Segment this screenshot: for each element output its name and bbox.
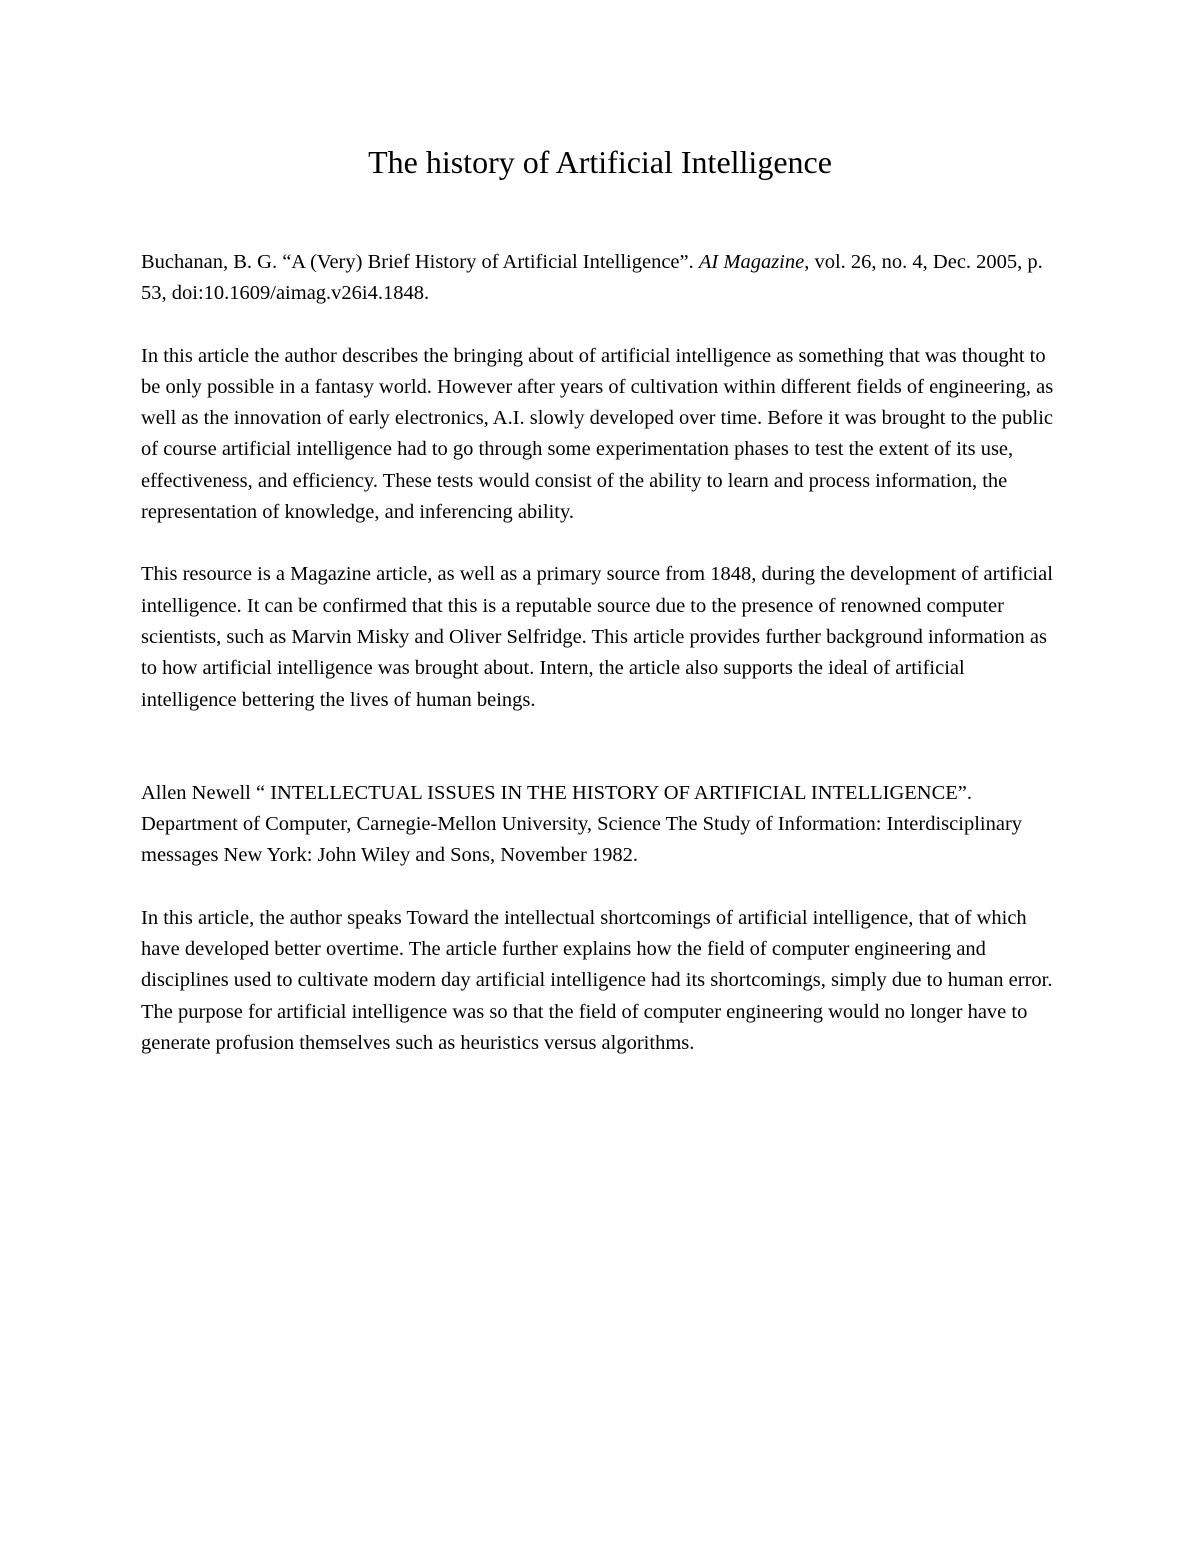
citation-buchanan-details: , vol. 26, no. 4, Dec. 2005, p. 53, doi:10.1609/aimag.v26i4.1848. <box>141 251 1043 305</box>
evaluation-paragraph-buchanan: This resource is a Magazine article, as well as a primary source from 1848, during the development of artificial intelligence. It can be confirmed that this is a reputable source due to the presence of renowned computer scientists, such as Marvin Misky and Oliver Selfridge. This article provides further background information as to how artificial intelligence was brought about. Intern, the article also supports the ideal of artificial intelligence bettering the lives of human beings. <box>141 563 1053 711</box>
citation-buchanan-text: Buchanan, B. G. “A (Very) Brief History of Artificial Intelligence”. <box>141 251 699 273</box>
document-title: The history of Artificial Intelligence <box>368 144 832 180</box>
citation-buchanan <box>141 247 1059 310</box>
summary-paragraph-buchanan: In this article the author describes the bringing about of artificial intelligence as something that was thought to be only possible in a fantasy world. However after years of cultivation within different fields of engineering, as well as the innovation of early electronics, A.I. slowly developed over time. Before it was brought to the public of course artificial intelligence had to go through some experimentation phases to test the extent of its use, effectiveness, and efficiency. These tests would consist of the ability to learn and process information, the representation of knowledge, and inferencing ability. <box>141 344 1054 524</box>
citation-newell: Allen Newell “ INTELLECTUAL ISSUES IN THE HISTORY OF ARTIFICIAL INTELLIGENCE”. Department of Computer, Carnegie-Mellon University, Science The Study of Information: Interdisciplinary messages New York: John Wiley and Sons, November 1982. <box>141 781 1023 867</box>
document-content <box>141 138 1059 1059</box>
citation-buchanan-journal: AI Magazine <box>698 251 805 273</box>
summary-paragraph-newell: In this article, the author speaks Toward the intellectual shortcomings of artificial intelligence, that of which have developed better overtime. The article further explains how the field of computer engineering and disciplines used to cultivate modern day artificial intelligence had its shortcomings, simply due to human error. The purpose for artificial intelligence was so that the field of computer engineering would no longer have to generate profusion themselves such as heuristics versus algorithms. <box>141 906 1053 1054</box>
